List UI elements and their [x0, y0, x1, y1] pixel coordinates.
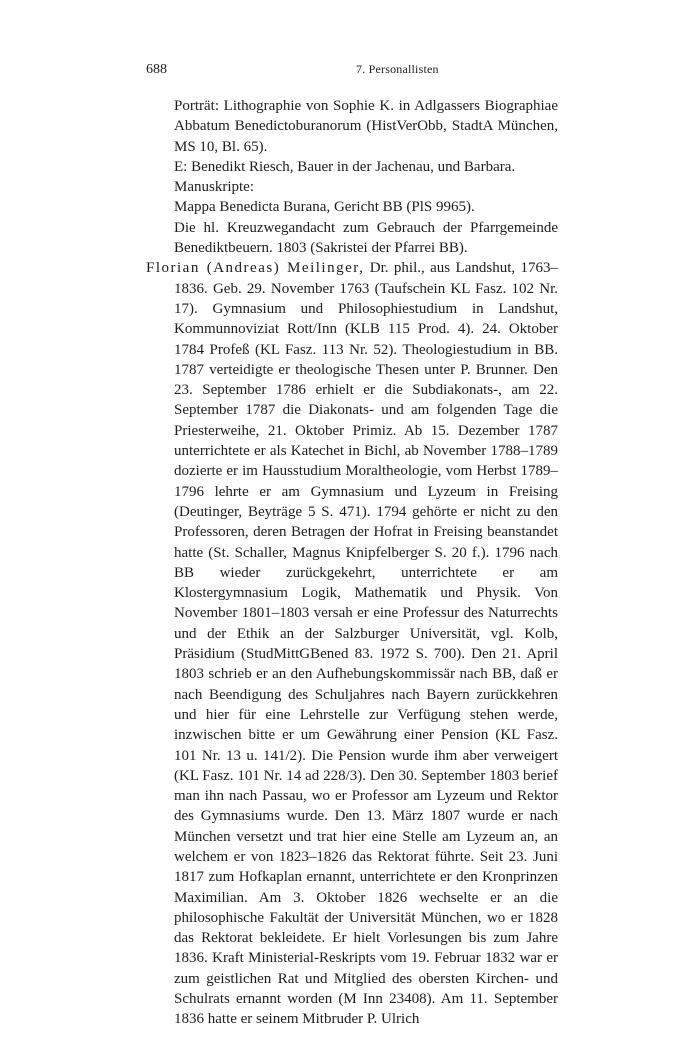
manuscript-item-2: Die hl. Kreuzwegandacht zum Gebrauch der Pfarrgemeinde Benediktbeuern. 1803 (Sakristei der Pfarrei BB).	[174, 219, 558, 257]
biography-entry	[146, 258, 558, 1029]
manuscripts-label: Manuskripte:	[174, 179, 254, 196]
manuscript-item-1: Mappa Benedicta Burana, Gericht BB (PlS 9965).	[174, 199, 475, 216]
running-head: 7. Personallisten	[356, 62, 439, 76]
portrait-paragraph: Porträt: Lithographie von Sophie K. in Adlgassers Biographiae Abbatum Benedictoburanorum (HistVerObb, StadtA München, MS 10, Bl. 65).	[174, 98, 558, 155]
page-header	[146, 62, 558, 82]
entry-name: Florian (Andreas) Meilinger,	[146, 260, 365, 277]
parents-paragraph: E: Benedikt Riesch, Bauer in der Jachenau, und Barbara.	[174, 158, 516, 175]
body-text	[146, 96, 558, 1030]
entry-text: Dr. phil., aus Landshut, 1763–1836. Geb. 29. November 1763 (Taufschein KL Fasz. 102 Nr. 17). Gymnasium und Philosophiestudium in Landshut, Kommunnoviziat Rott/Inn (KLB 115 Prod. 4). 24. Oktober 1784 Profeß (KL Fasz. 113 Nr. 52). Theologiestudium in BB. 1787 verteidigte er theologische Thesen unter P. Brunner. Den 23. September 1786 erhielt er die Subdiakonats-, am 22. September 1787 die Diakonats- und am folgenden Tage die Priesterweihe, 21. Oktober Primiz. Ab 15. Dezember 1787 unterrichtete er als Katechet in Bichl, ab November 1788–1789 dozierte er im Hausstudium Moraltheologie, vom Herbst 1789–1796 lehrte er am Gymnasium und Lyzeum in Freising (Deutinger, Beyträge 5 S. 471). 1794 gehörte er nicht zu den Professoren, deren Betragen der Hofrat in Freising beanstandet hatte (St. Schaller, Magnus Knipfelberger S. 20 f.). 1796 nach BB wieder zurückgekehrt, unterrichtete er am Klostergymnasium Logik, Mathematik und Physik. Von November 1801–1803 versah er eine Professur des Naturrechts und der Ethik an der Salzburger Universität, vgl. Kolb, Präsidium (StudMittGBened 83. 1972 S. 700). Den 21. April 1803 schrieb er an den Aufhebungskommissär nach BB, daß er nach Beendigung des Schuljahres nach Bayern zurückkehren und hier für eine Lehrstelle zur Verfügung stehen werde, inzwischen bitte er um Gewährung einer Pension (KL Fasz. 101 Nr. 13 u. 141/2). Die Pension wurde ihm aber verweigert (KL Fasz. 101 Nr. 14 ad 228/3). Den 30. September 1803 berief man ihn nach Passau, wo er Professor am Lyzeum und Rektor des Gymnasiums wurde. Den 13. März 1807 wurde er nach München versetzt und trat hier eine Stelle am Lyzeum an, an welchem er von 1823–1826 das Rektorat führte. Seit 23. Juni 1817 zum Hofkaplan ernannt, unterrichtete er den Kronprinzen Maximilian. Am 3. Oktober 1826 wechselte er an die philosophische Fakultät der Universität München, wo er 1828 das Rektorat bekleidete. Er hielt Vorlesungen bis zum Jahre 1836. Kraft Ministerial-Reskripts vom 19. Februar 1832 war er zum geistlichen Rat und Mitglied des obersten Kirchen- und Schulrats ernannt worden (M Inn 23408). Am 11. September 1836 hatte er seinem Mitbruder P. Ulrich	[174, 260, 558, 1028]
page-number: 688	[146, 62, 167, 77]
